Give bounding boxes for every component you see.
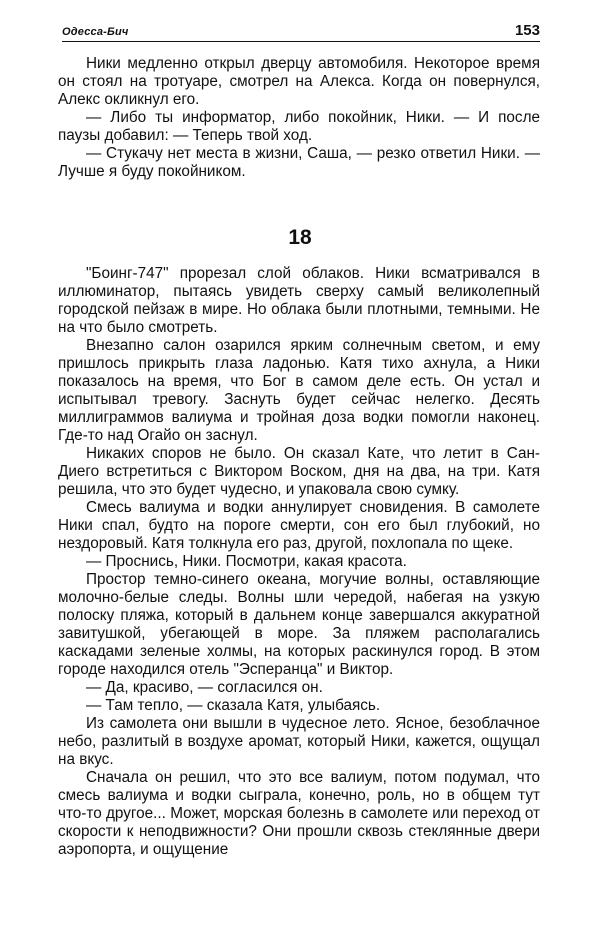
paragraph: — Там тепло, — сказала Катя, улыбаясь. [86,697,381,714]
paragraph: "Боинг-747" прорезал слой облаков. Ники всматривался в иллюминатор, пытаясь увидеть сверху самый великолепный городской пейзаж в мире. Но облака были плотными, темными. Не на что было смотреть. [58,265,540,336]
paragraph: Из самолета они вышли в чудесное лето. Ясное, безоблачное небо, разлитый в воздухе аромат, который Ники, кажется, ощущал на вкус. [58,715,540,768]
paragraph: Ники медленно открыл дверцу автомобиля. Некоторое время он стоял на тротуаре, смотрел на Алекса. Когда он повернулся, Алекс окликнул его. [58,55,540,108]
chapter-number: 18 [288,226,312,249]
paragraph: — Либо ты информатор, либо покойник, Ники. — И после паузы добавил: — Теперь твой ход. [58,109,540,144]
previous-chapter-ending [58,55,540,181]
paragraph: — Стукачу нет места в жизни, Саша, — резко ответил Ники. — Лучше я буду покойником. [58,145,540,180]
paragraph: Простор темно-синего океана, могучие волны, оставляющие молочно-белые следы. Волны шли чередой, набегая на узкую полоску пляжа, который в дальнем конце завершался аккуратной завитушкой, убегающей в море. За пляжем располагались каскадами зеленые холмы, на которых раскинулся город. В этом городе находился отель "Эсперанца" и Виктор. [58,571,540,678]
page-number: 153 [514,22,540,39]
header-rule [62,41,540,42]
paragraph: — Да, красиво, — согласился он. [86,679,323,696]
chapter-body [58,265,540,859]
running-title: Одесса-Бич [62,26,129,38]
page-header [62,24,540,44]
paragraph: Внезапно салон озарился ярким солнечным светом, и ему пришлось прикрыть глаза ладонью. Катя тихо ахнула, а Ники показалось на время, что Бог в самом деле есть. Он устал и испытывал тревогу. Заснуть будет сейчас нелегко. Десять миллиграммов валиума и тройная доза водки помогли наконец. Где-то над Огайо он заснул. [58,337,540,444]
paragraph: Никаких споров не было. Он сказал Кате, что летит в Сан-Диего встретиться с Виктором Воском, дня на два, на три. Катя решила, что это будет чудесно, и упаковала свою сумку. [58,445,540,498]
paragraph: — Проснись, Ники. Посмотри, какая красота. [86,553,407,570]
paragraph: Смесь валиума и водки аннулирует сновидения. В самолете Ники спал, будто на пороге смерти, сон его был глубокий, но нездоровый. Катя толкнула его раз, другой, похлопала по щеке. [58,499,540,552]
paragraph: Сначала он решил, что это все валиум, потом подумал, что смесь валиума и водки сыграла, конечно, роль, но в общем тут что-то другое... Может, морская болезнь в самолете или переход от скорости к неподвижности? Они прошли сквозь стеклянные двери аэропорта, и ощущение [58,769,540,858]
